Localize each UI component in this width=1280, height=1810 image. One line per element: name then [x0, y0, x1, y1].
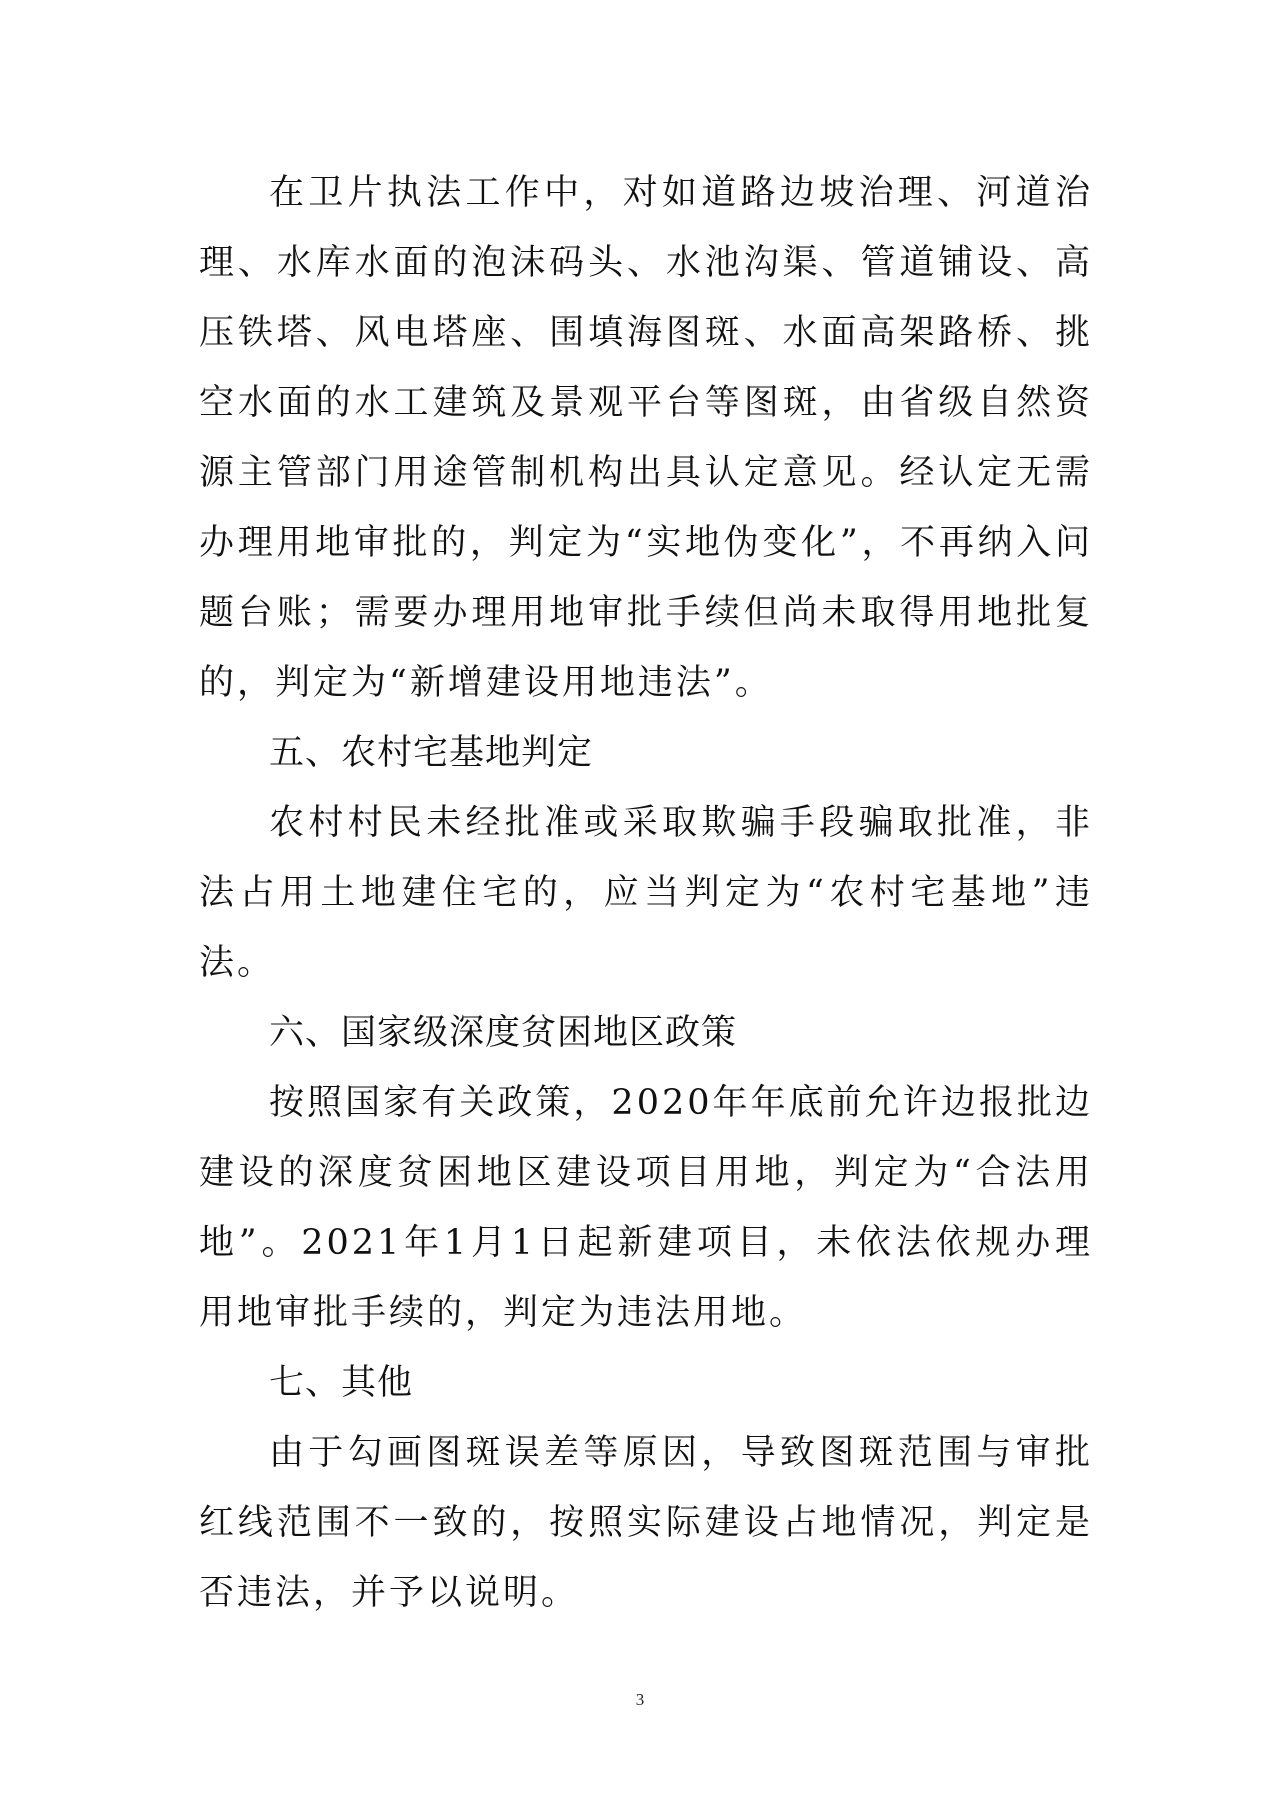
section-heading-other: 七、其他: [269, 1363, 414, 1403]
paragraph-rural-homestead: 农村村民未经批准或采取欺骗手段骗取批准，非法占用土地建住宅的，应当判定为“农村宅基地”违法。: [199, 803, 1093, 983]
section-heading-poverty-area-policy: 六、国家级深度贫困地区政策: [269, 1013, 738, 1053]
document-body: [199, 158, 1093, 1628]
section-heading-rural-homestead: 五、农村宅基地判定: [269, 733, 594, 773]
paragraph-poverty-area-policy: 按照国家有关政策，2020年年底前允许边报批边建设的深度贫困地区建设项目用地，判定为“合法用地”。2021年1月1日起新建项目，未依法依规办理用地审批手续的，判定为违法用地。: [199, 1083, 1093, 1333]
page-number: 3: [635, 1690, 645, 1709]
paragraph-satellite-enforcement: 在卫片执法工作中，对如道路边坡治理、河道治理、水库水面的泡沫码头、水池沟渠、管道铺设、高压铁塔、风电塔座、围填海图斑、水面高架路桥、挑空水面的水工建筑及景观平台等图斑，由省级自然资源主管部门用途管制机构出具认定意见。经认定无需办理用地审批的，判定为“实地伪变化”，不再纳入问题台账；需要办理用地审批手续但尚未取得用地批复的，判定为“新增建设用地违法”。: [199, 173, 1093, 703]
paragraph-other: 由于勾画图斑误差等原因，导致图斑范围与审批红线范围不一致的，按照实际建设占地情况，判定是否违法，并予以说明。: [199, 1433, 1093, 1613]
